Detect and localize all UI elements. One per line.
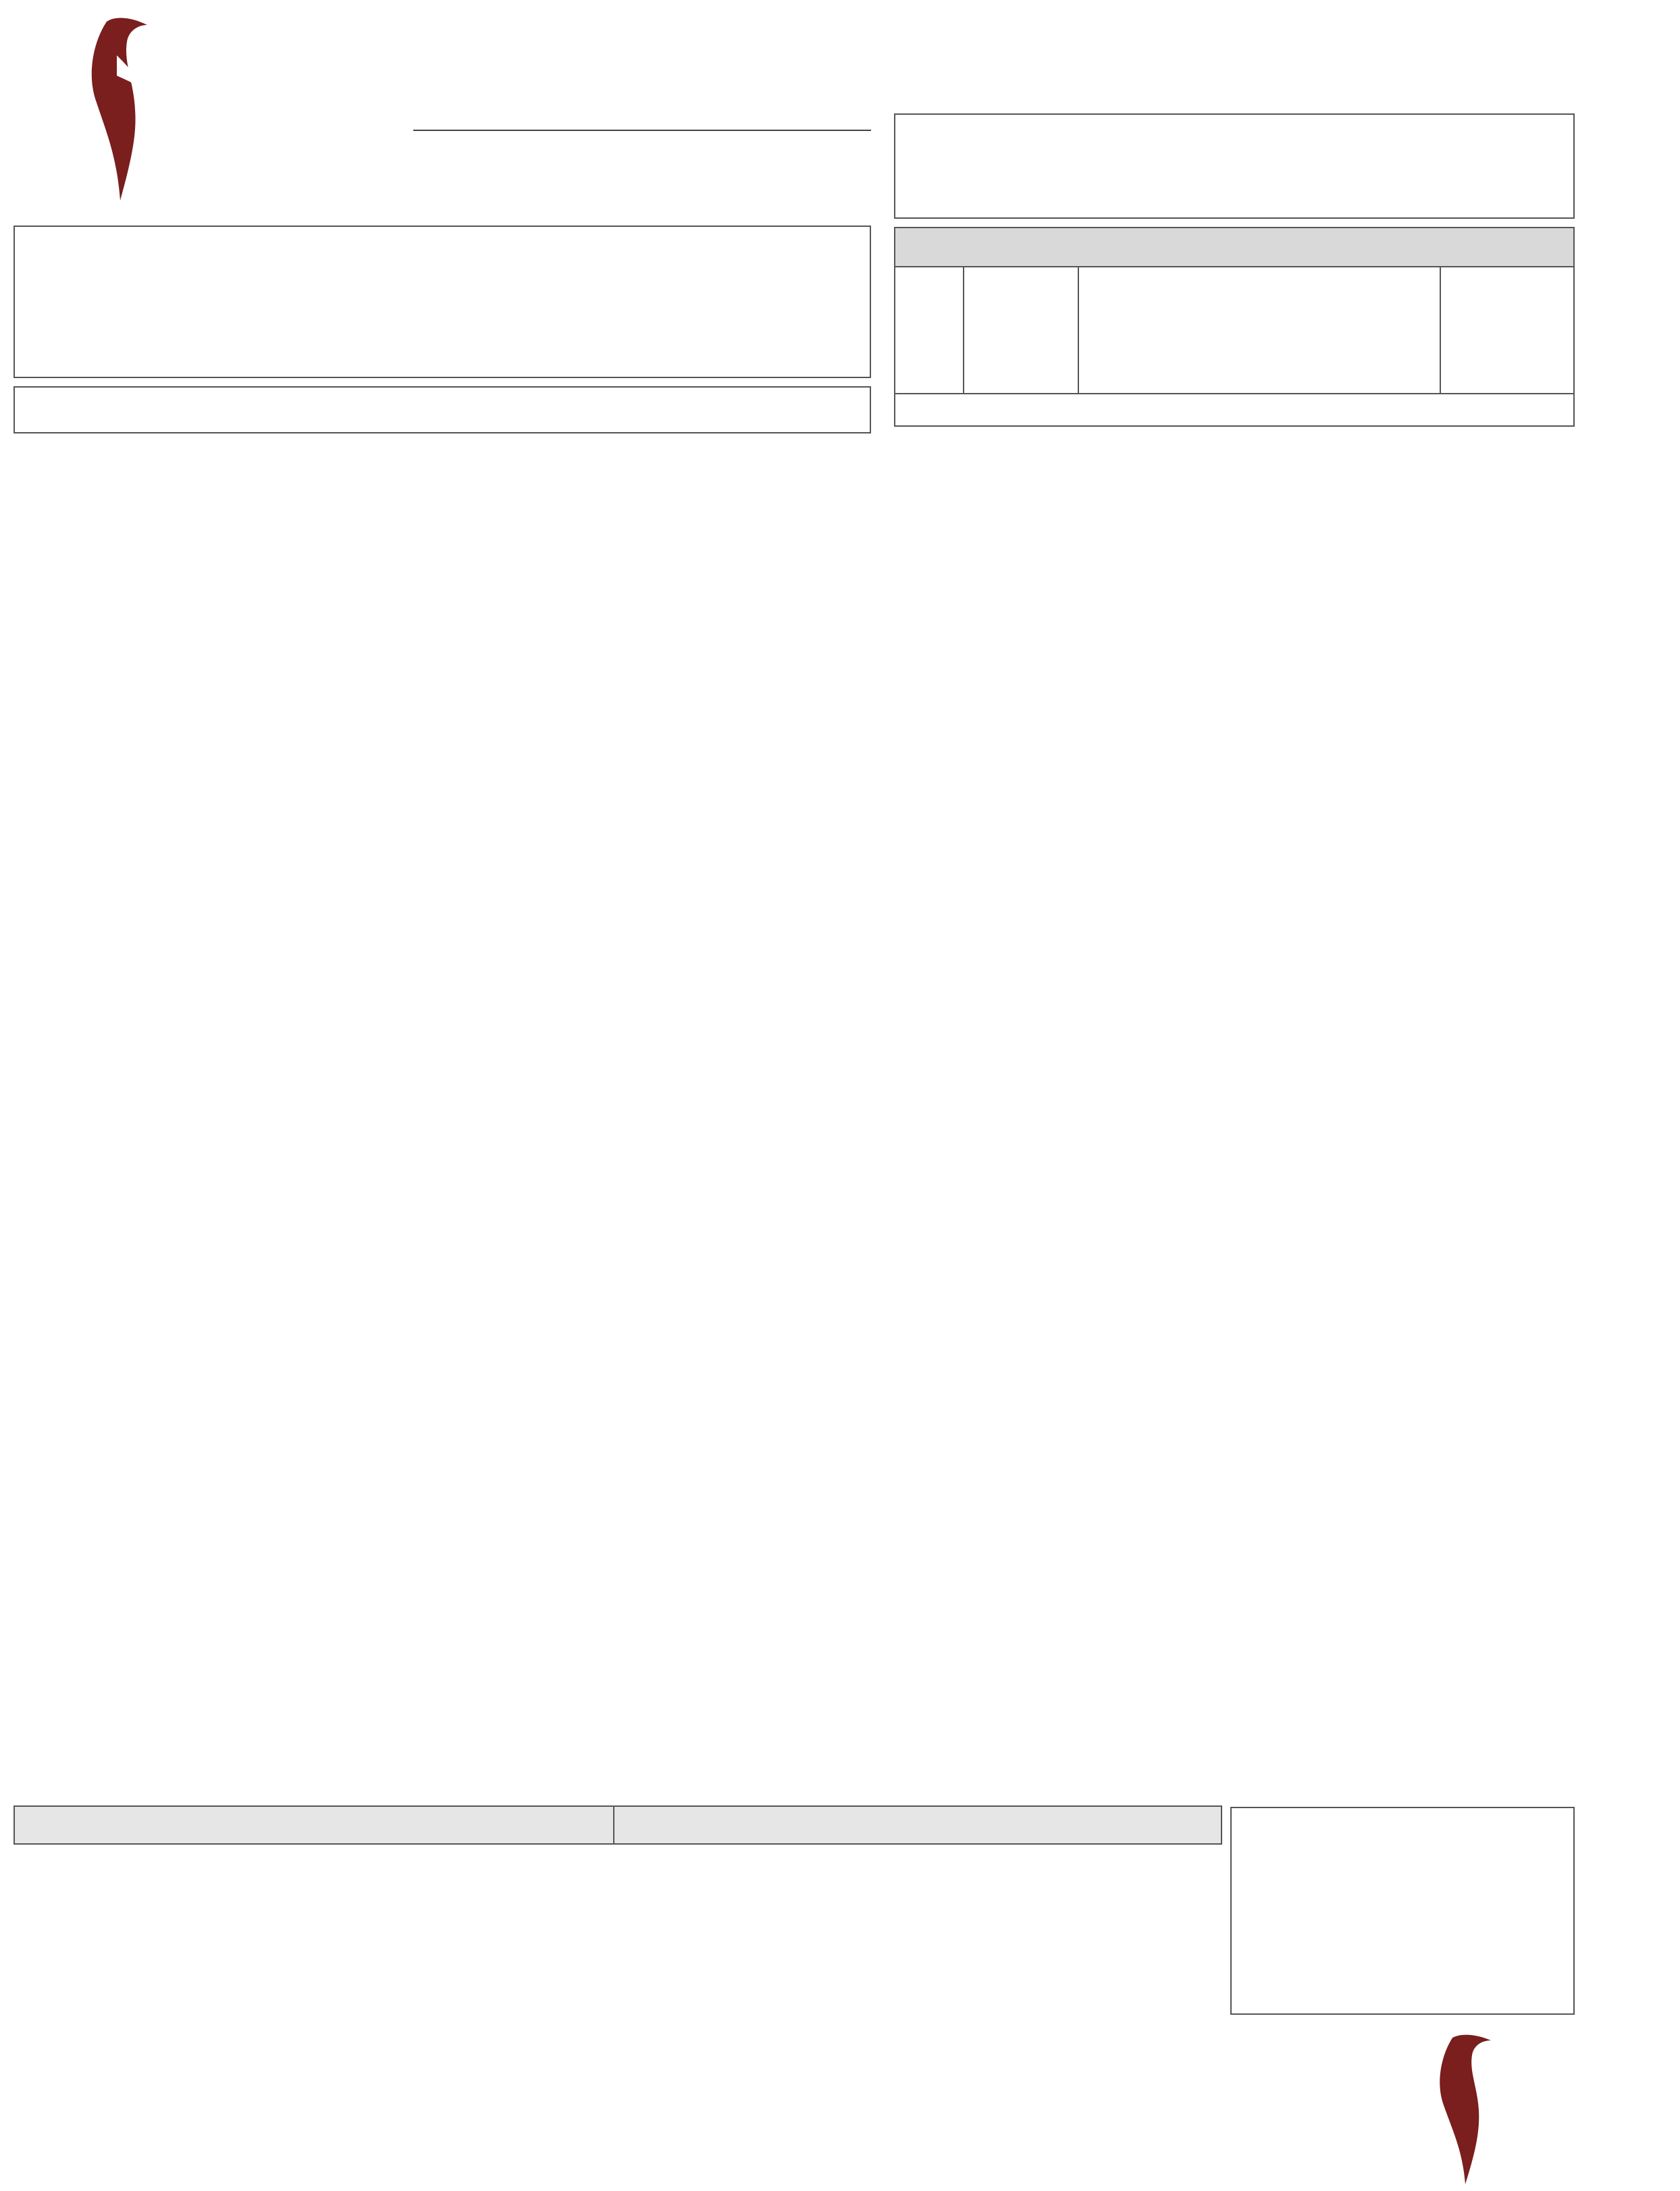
bottom-team-bar	[14, 1805, 1222, 1845]
match-info-box	[14, 226, 871, 378]
legend-box	[1230, 1807, 1575, 2015]
set-scores-header	[895, 228, 1573, 266]
championship-logo-bottom	[1294, 2032, 1510, 2188]
referees-box	[14, 386, 871, 433]
result-box	[894, 113, 1575, 219]
championship-logo	[80, 15, 336, 207]
title-divider	[413, 130, 871, 131]
